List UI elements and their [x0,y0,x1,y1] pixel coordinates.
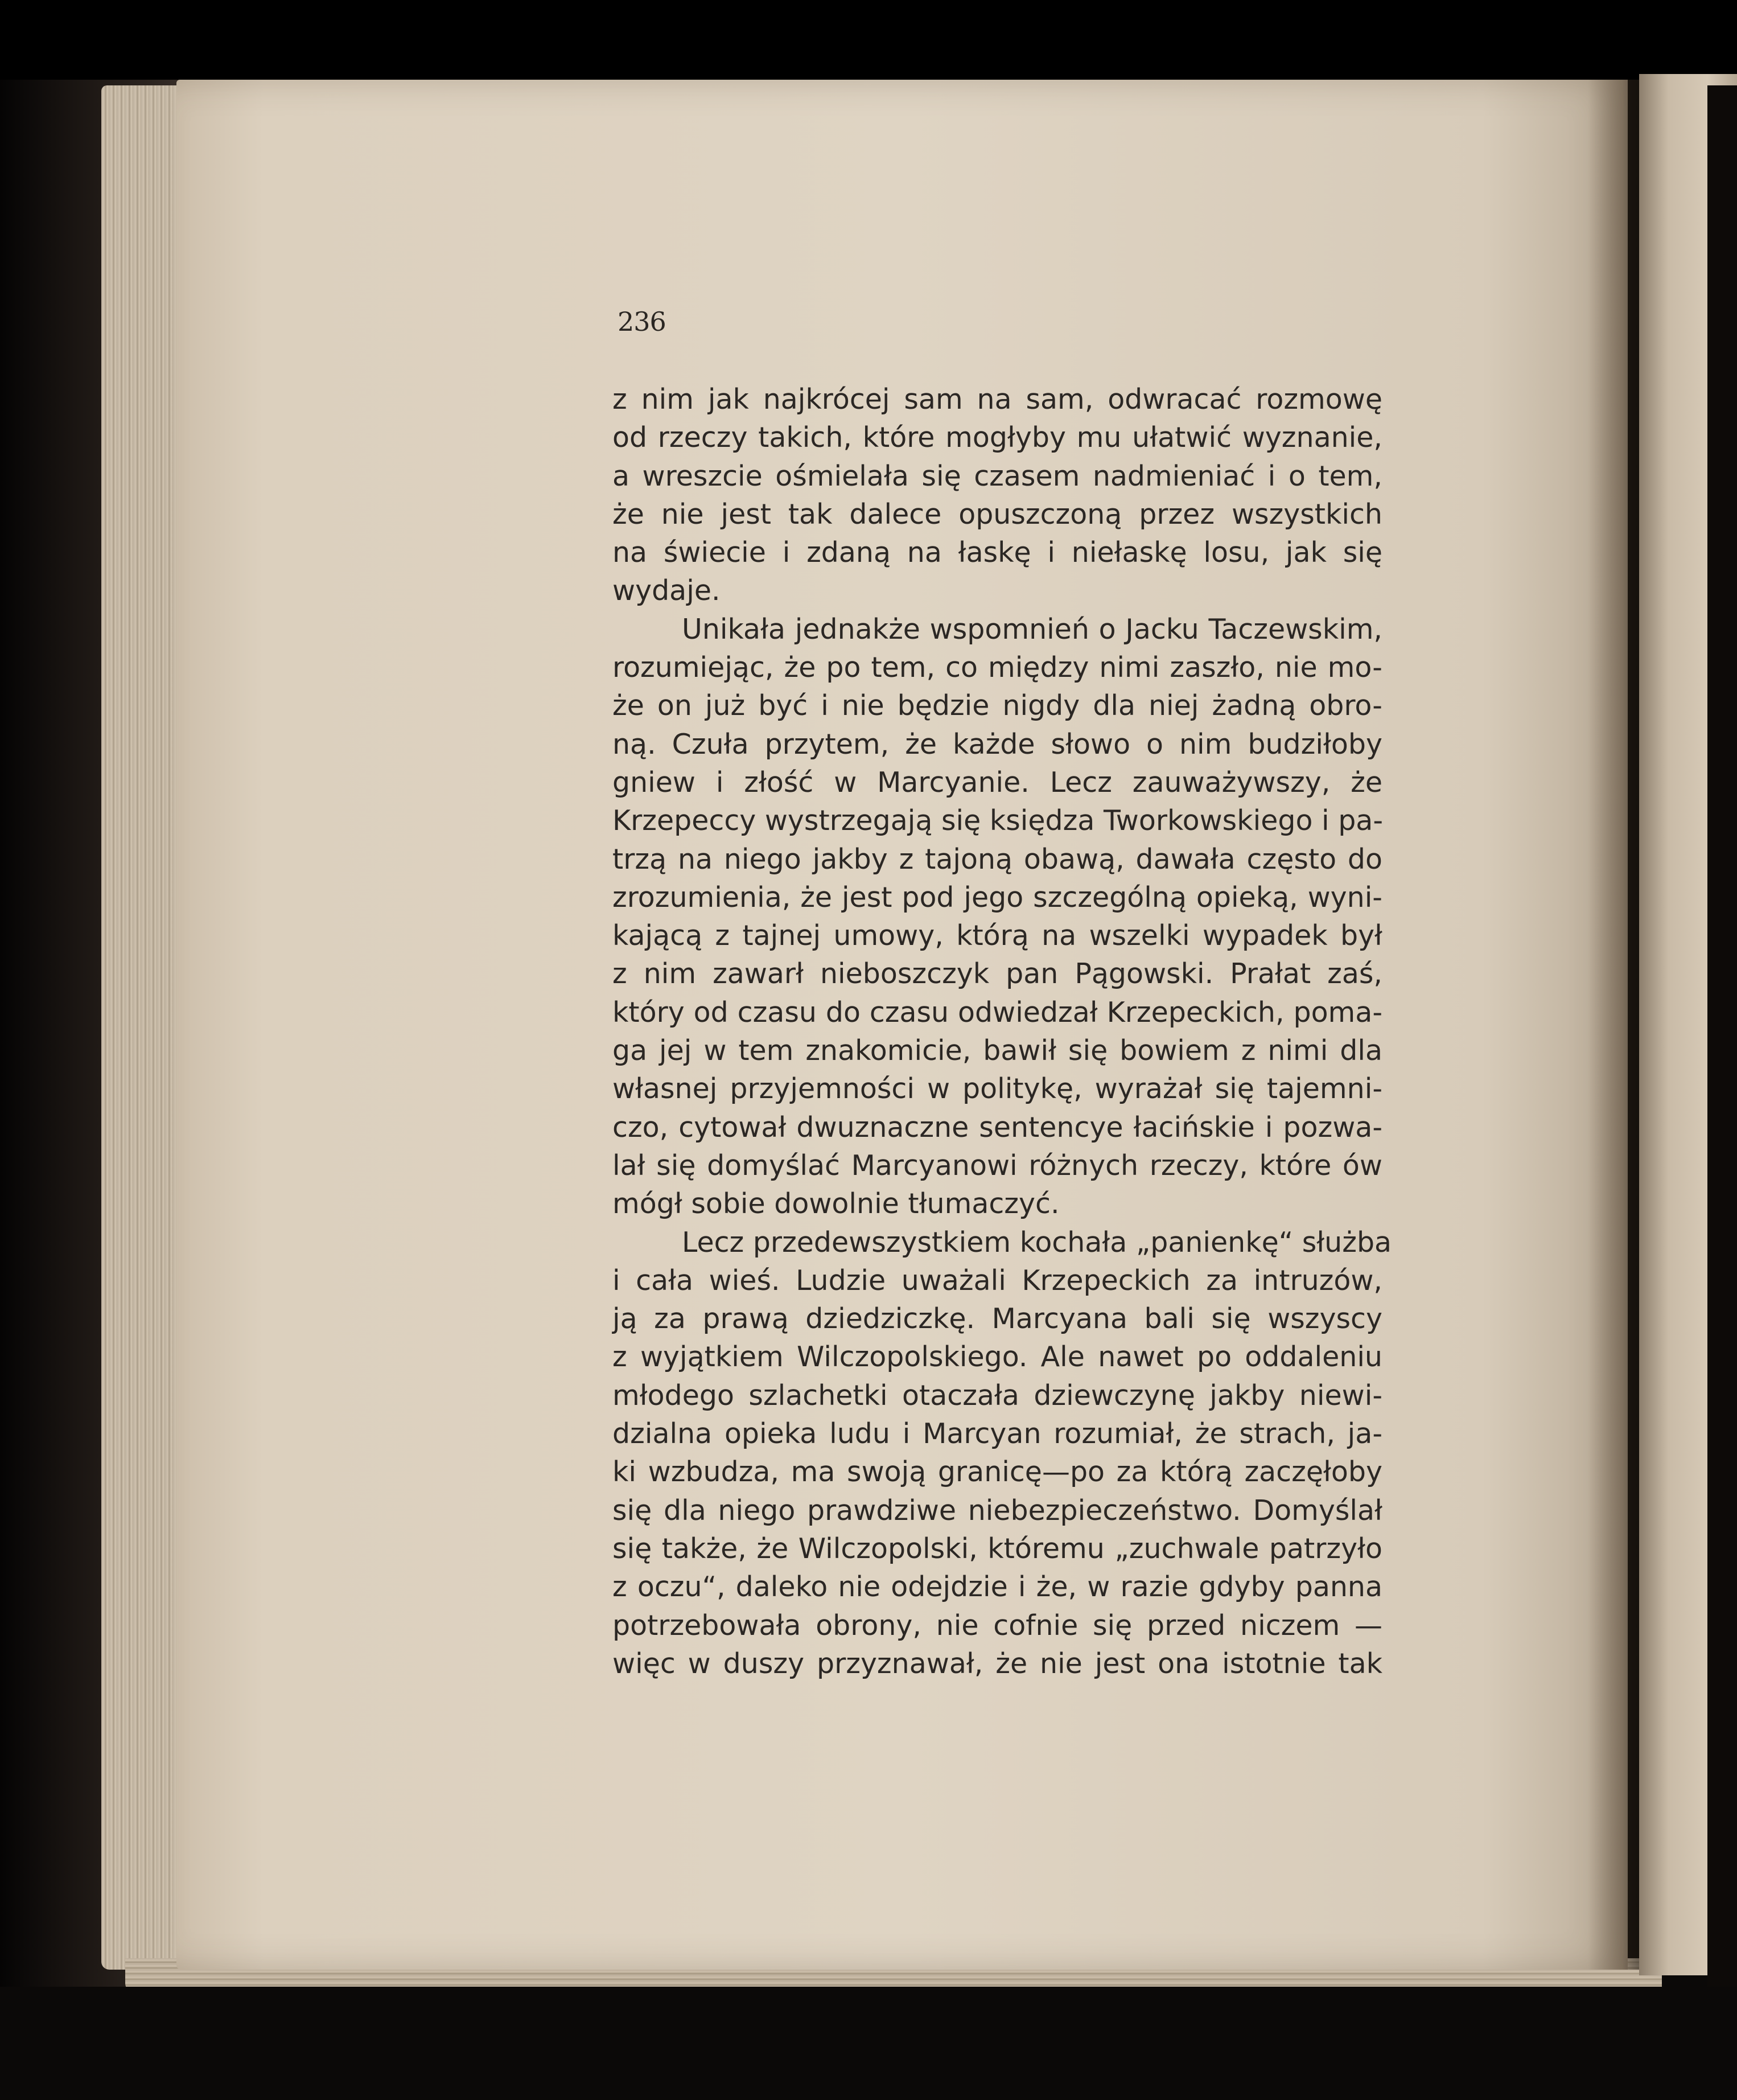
text-line: ną. Czuła przytem, że każde słowo o nim budziłoby [612,728,1382,761]
text-line: mógł sobie dowolnie tłumaczyć. [612,1187,1060,1220]
text-line: z oczu“, daleko nie odejdzie i że, w razie gdyby panna [612,1571,1382,1604]
text-line: z nim jak najkrócej sam na sam, odwracać rozmowę [612,383,1382,416]
background-bottom [0,1987,1737,2100]
body-text [612,380,1392,1683]
book-cover-right [1707,85,1737,2100]
text-line: czo, cytował dwuznaczne sentencye łacińskie i pozwa- [612,1111,1382,1144]
text-line: Krzepeccy wystrzegają się księdza Tworkowskiego i pa- [612,804,1384,837]
text-line: ga jej w tem znakomicie, bawił się bowiem z nimi dla [612,1034,1382,1067]
text-line: dzialna opieka ludu i Marcyan rozumiał, że strach, ja- [612,1417,1382,1450]
text-line: się także, że Wilczopolski, któremu „zuchwale patrzyło [612,1532,1382,1565]
text-line: z nim zawarł nieboszczyk pan Pągowski. Prałat zaś, [612,957,1382,991]
text-line: młodego szlachetki otaczała dziewczynę jakby niewi- [612,1379,1382,1412]
text-line: kającą z tajnej umowy, którą na wszelki wypadek był [612,919,1382,952]
text-line: od rzeczy takich, które mogłyby mu ułatwić wyznanie, [612,421,1382,454]
text-line: Lecz przedewszystkiem kochała „panienkę“ służba [682,1226,1392,1259]
text-line: się dla niego prawdziwe niebezpieczeństwo. Domyślał [612,1494,1382,1527]
text-line: na świecie i zdaną na łaskę i niełaskę losu, jak się [612,536,1382,569]
text-line: wydaje. [612,574,721,607]
text-line: a wreszcie ośmielała się czasem nadmieniać i o tem, [612,459,1382,492]
text-line: więc w duszy przyznawał, że nie jest ona istotnie tak [612,1647,1382,1680]
text-line: który od czasu do czasu odwiedzał Krzepeckich, poma- [612,996,1382,1029]
text-line: że nie jest tak dalece opuszczoną przez wszystkich [612,498,1382,531]
text-line: potrzebowała obrony, nie cofnie się przed niczem — [612,1609,1382,1642]
text-line: Unikała jednakże wspomnień o Jacku Taczewskim, [682,613,1382,646]
text-line: własnej przyjemności w politykę, wyrażał się tajemni- [612,1072,1382,1106]
text-line: rozumiejąc, że po tem, co między nimi zaszło, nie mo- [612,651,1382,684]
text-line: ki wzbudza, ma swoją granicę—po za którą zaczęłoby [612,1456,1382,1489]
text-line: i cała wieś. Ludzie uważali Krzepeckich za intruzów, [612,1264,1382,1297]
text-line: ją za prawą dziedziczkę. Marcyana bali się wszyscy [612,1302,1382,1335]
background-top [0,0,1737,80]
text-line: lał się domyślać Marcyanowi różnych rzeczy, które ów [612,1149,1382,1182]
text-line: że on już być i nie będzie nigdy dla niej żadną obro- [612,689,1382,722]
page-number: 236 [618,306,666,337]
text-line: trzą na niego jakby z tajoną obawą, dawała często do [612,843,1382,876]
text-line: zrozumienia, że jest pod jego szczególną opieką, wyni- [612,881,1382,914]
text-line: z wyjątkiem Wilczopolskiego. Ale nawet po oddaleniu [612,1341,1382,1374]
text-line: gniew i złość w Marcyanie. Lecz zauważywszy, że [612,766,1382,799]
